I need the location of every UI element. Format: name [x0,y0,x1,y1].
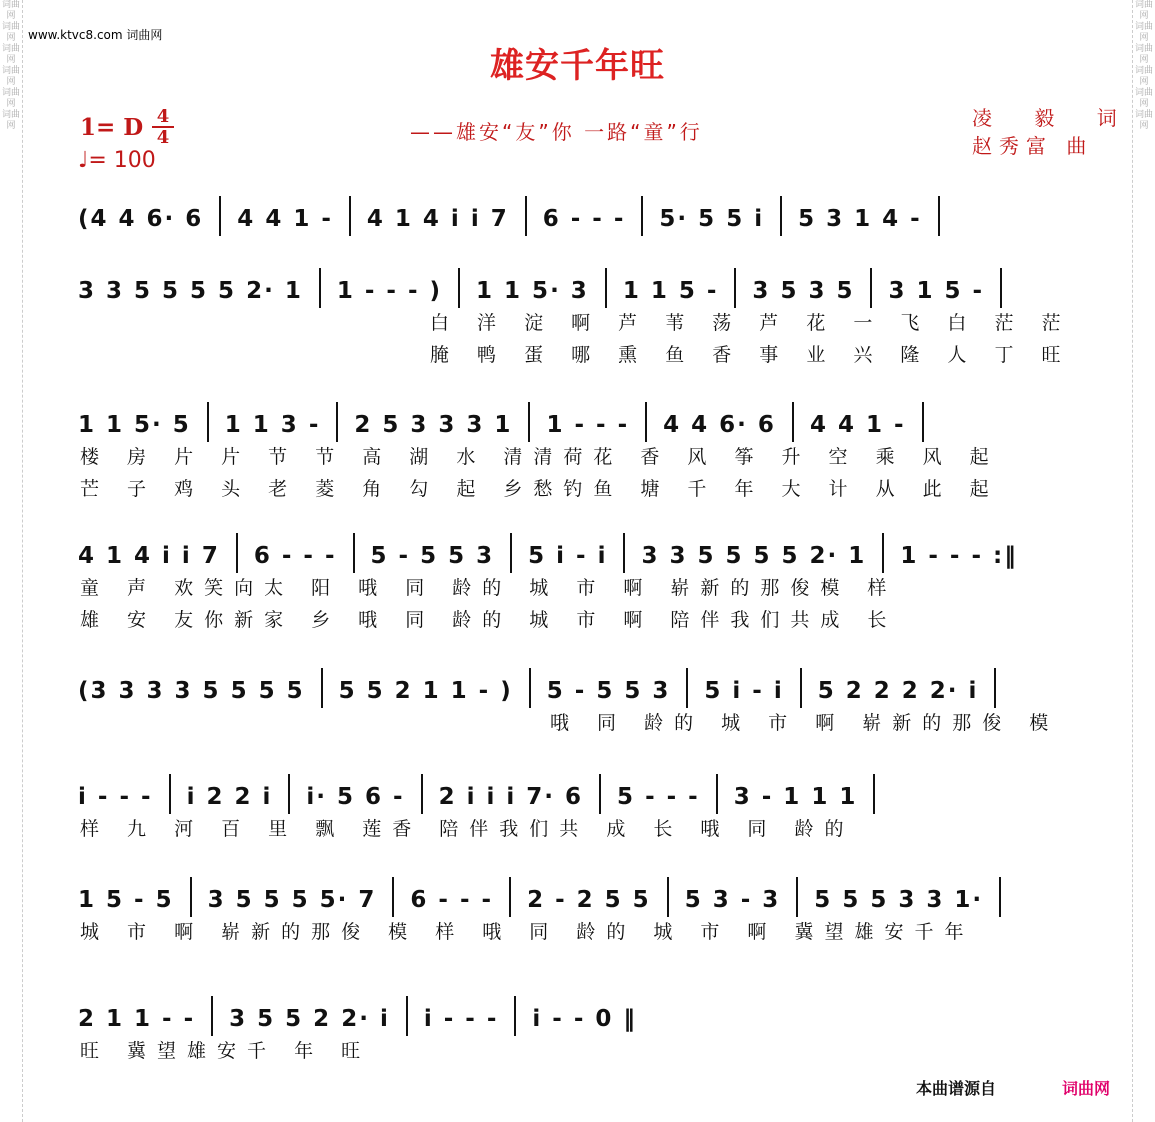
lyric-line-8-1: 旺 冀望雄安千 年 旺 [80,1040,372,1062]
notation-line-7: 1 5 - 5 3 5 5 5 5· 7 6 - - - 2 - 2 5 5 5 3 - 3 5 5 5 3 3 1· [78,877,1007,917]
time-signature [152,108,174,146]
bar-line [734,268,736,308]
notation-line-4: 4 1 4 i i 7 6 - - - 5 - 5 5 3 5 i - i 3 3 5 5 5 5 2· 1 1 - - - :‖ [78,533,1018,573]
bar-line [870,268,872,308]
bar-line [667,877,669,917]
bar-line [528,402,530,442]
bar-line [882,533,884,573]
lyric-line-7-1: 城 市 啊 崭新的那俊 模 样 哦 同 龄的 城 市 啊 冀望雄安千年 [80,921,975,943]
notation-line-6: i - - - i 2 2 i i· 5 6 - 2 i i i 7· 6 5 - - - 3 - 1 1 1 [78,774,881,814]
lyric-line-4-2: 雄 安 友你新家 乡 哦 同 龄的 城 市 啊 陪伴我们共成 长 [80,609,898,631]
lyric-line-3-1: 楼 房 片 片 节 节 高 湖 水 清清荷花 香 风 筝 升 空 乘 风 起 [80,446,1000,468]
bar-line [605,268,607,308]
lyric-line-6-1: 样 九 河 百 里 飘 莲香 陪伴我们共 成 长 哦 同 龄的 [80,818,855,840]
bar-line [938,196,940,236]
notation-line-5: (3 3 3 3 5 5 5 5 5 5 2 1 1 - ) 5 - 5 5 3 5 i - i 5 2 2 2 2· i [78,668,1002,708]
song-title: 雄安千年旺 [490,46,665,86]
bar-line [529,668,531,708]
footer-site-link[interactable]: 词曲网 [1062,1079,1111,1098]
bar-line [421,774,423,814]
bar-line [922,402,924,442]
bar-line [190,877,192,917]
notation-line-8: 2 1 1 - - 3 5 5 2 2· i i - - - i - - 0 ‖ [78,996,637,1036]
bar-line [994,668,996,708]
bar-line [686,668,688,708]
bar-line [406,996,408,1036]
bar-line [716,774,718,814]
bar-line [458,268,460,308]
left-watermark-strip: 词曲网 词曲网 词曲网 词曲网 词曲网 词曲网 [0,0,23,1122]
key-signature: 1= D [80,114,144,141]
lyric-line-5-1: 哦 同 龄的 城 市 啊 崭新的那俊 模 [550,712,1060,734]
bar-line [392,877,394,917]
time-signature-top: 4 [156,106,170,127]
lyric-line-2-1: 白 洋 淀 啊 芦 苇 荡 芦 花 一 飞 白 茫 茫 [430,312,1072,334]
lyricist-credit: 凌 毅 词 [972,106,1135,130]
bar-line [288,774,290,814]
bar-line [1000,268,1002,308]
bar-line [219,196,221,236]
bar-line [796,877,798,917]
bar-line [780,196,782,236]
tempo-marking: ♩= 100 [78,148,156,173]
bar-line [319,268,321,308]
bar-line [169,774,171,814]
bar-line [800,668,802,708]
bar-line [509,877,511,917]
notation-line-2: 3 3 5 5 5 5 2· 1 1 - - - ) 1 1 5· 3 1 1 5 - 3 5 3 5 3 1 5 - [78,268,1008,308]
bar-line [641,196,643,236]
bar-line [336,402,338,442]
right-watermark-strip: 词曲网 词曲网 词曲网 词曲网 词曲网 词曲网 [1132,0,1155,1122]
notation-line-3: 1 1 5· 5 1 1 3 - 2 5 3 3 3 1 1 - - - 4 4 6· 6 4 4 1 - [78,402,930,442]
bar-line [999,877,1001,917]
bar-line [236,533,238,573]
bar-line [510,533,512,573]
site-watermark[interactable]: www.ktvc8.com 词曲网 [28,28,163,42]
song-subtitle: ——雄安“友”你 一路“童”行 [410,120,703,144]
bar-line [623,533,625,573]
bar-line [645,402,647,442]
lyric-line-2-2: 腌 鸭 蛋 哪 熏 鱼 香 事 业 兴 隆 人 丁 旺 [430,344,1072,366]
bar-line [321,668,323,708]
bar-line [211,996,213,1036]
bar-line [207,402,209,442]
bar-line [525,196,527,236]
bar-line [873,774,875,814]
composer-credit: 赵秀富 曲 [972,134,1094,158]
footer-source-label: 本曲谱源自 [916,1079,997,1098]
notation-line-1: (4 4 6· 6 4 4 1 - 4 1 4 i i 7 6 - - - 5· 5 5 i 5 3 1 4 - [78,196,946,236]
time-signature-bottom: 4 [156,127,170,148]
bar-line [792,402,794,442]
lyric-line-4-1: 童 声 欢笑向太 阳 哦 同 龄的 城 市 啊 崭新的那俊模 样 [80,577,898,599]
lyric-line-3-2: 芒 子 鸡 头 老 菱 角 勾 起 乡愁钓鱼 塘 千 年 大 计 从 此 起 [80,478,1000,500]
bar-line [349,196,351,236]
bar-line [514,996,516,1036]
bar-line [599,774,601,814]
bar-line [353,533,355,573]
